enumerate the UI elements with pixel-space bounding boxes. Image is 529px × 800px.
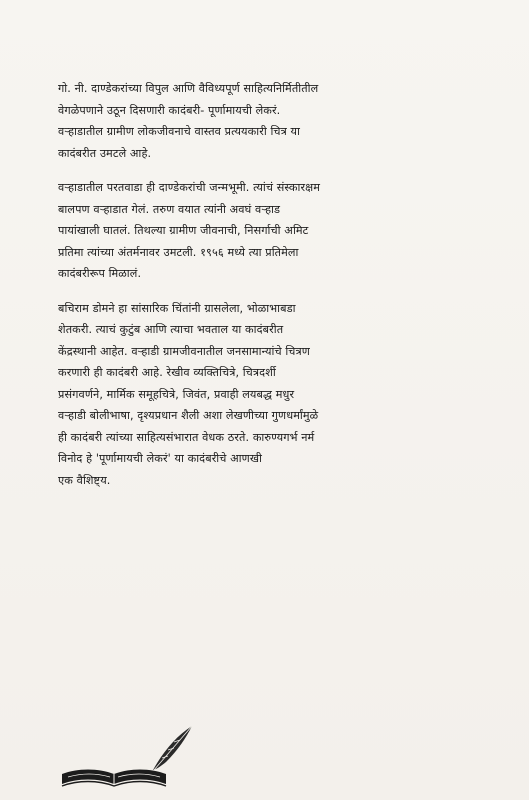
blurb-paragraph-1: गो. नी. दाण्डेकरांच्या विपुल आणि वैविध्यपूर्ण साहित्यनिर्मितीतील वेगळेपणाने उठून दिसणारी कादंबरी- पूर्णामायची लेकरं. वऱ्हाडातील ग्रामीण लोकजीवनाचे वास्तव प्रत्ययकारी चित्र या कादंबरीत उमटले आहे. xyxy=(58,82,319,160)
publisher-logo xyxy=(58,722,198,790)
blurb-paragraph-3: बचिराम डोमने हा सांसारिक चिंतांनी ग्रासलेला, भोळाभाबडा शेतकरी. त्याचं कुटुंब आणि त्याचा भवताल या कादंबरीत केंद्रस्थानी आहेत. वऱ्हाडी ग्रामजीवनातील जनसामान्यांचे चित्रण करणारी ही कादंबरी आहे. रेखीव व्यक्तिचित्रे, चित्रदर्शी प्रसंगवर्णने, मार्मिक समूहचित्रे, जिवंत, प्रवाही लयबद्ध मधुर वऱ्हाडी बोलीभाषा, दृश्यप्रधान शैली अशा लेखणीच्या गुणधर्मांमुळे ही कादंबरी त्यांच्या साहित्यसंभारात वेधक ठरते. कारुण्यगर्भ नर्म विनोद हे 'पूर्णामायची लेकरं' या कादंबरीचे आणखी एक वैशिष्ट्य. xyxy=(58,301,319,487)
quill-and-open-book-icon xyxy=(58,722,198,790)
blurb-text xyxy=(58,78,460,504)
blurb-paragraph-2: वऱ्हाडातील परतवाडा ही दाण्डेकरांची जन्मभूमी. त्यांचं संस्कारक्षम बालपण वऱ्हाडात गेलं. तरुण वयात त्यांनी अवघं वऱ्हाड पायांखाली घातलं. तिथल्या ग्रामीण जीवनाची, निसर्गाची अमिट प्रतिमा त्यांच्या अंतर्मनावर उमटली. १९५६ मध्ये त्या प्रतिमेला कादंबरीरूप मिळालं. xyxy=(58,181,321,280)
